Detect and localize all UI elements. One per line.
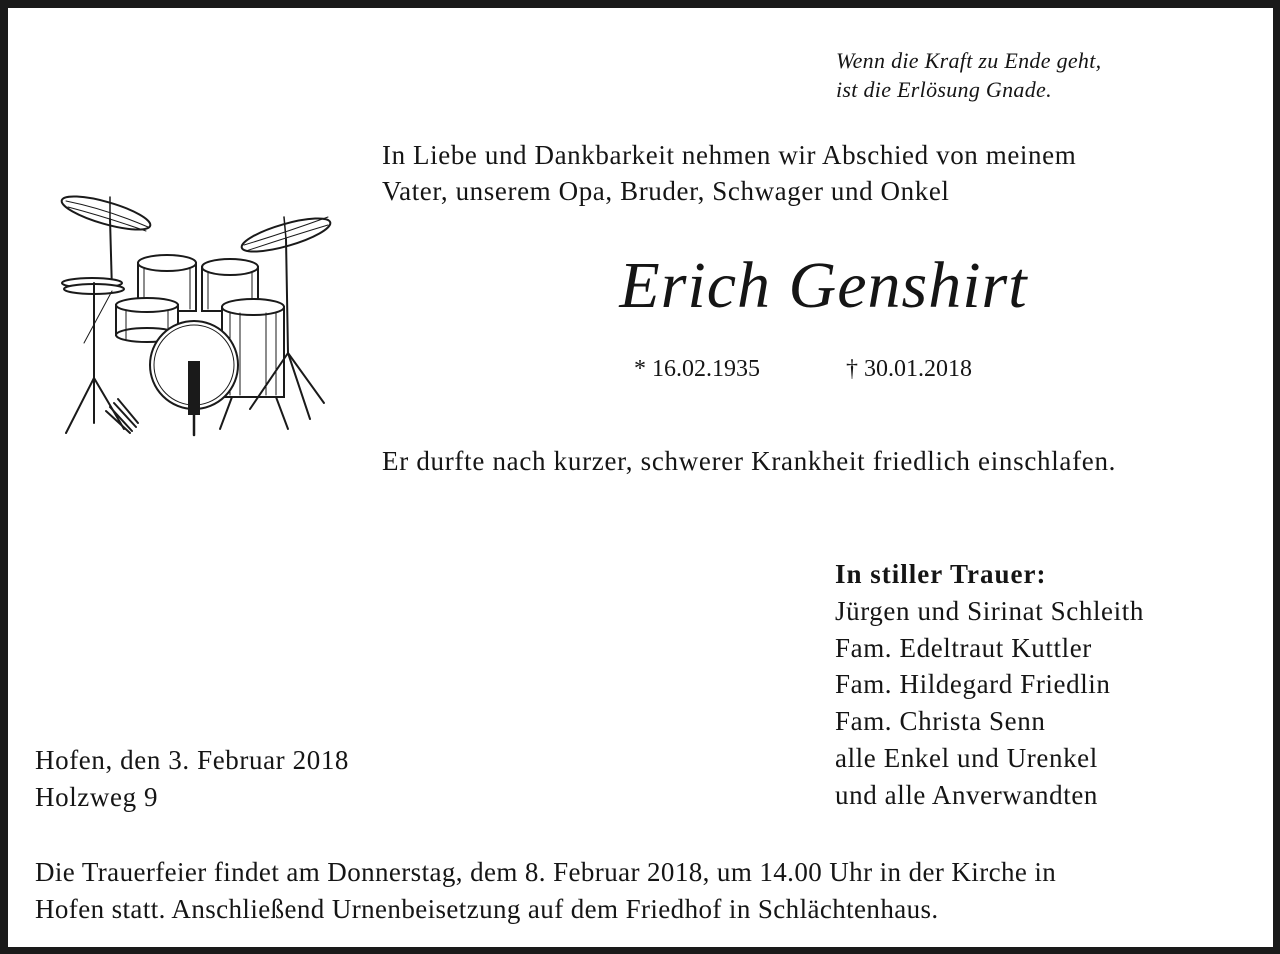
mourner-name: Fam. Hildegard Friedlin [835, 669, 1111, 700]
funeral-line-2: Hofen statt. Anschließend Urnenbeisetzung auf dem Friedhof in Schlächtenhaus. [35, 894, 939, 924]
motto-line-2: ist die Erlösung Gnade. [836, 77, 1052, 102]
place-and-date [35, 742, 349, 816]
intro-line-2: Vater, unserem Opa, Bruder, Schwager und Onkel [382, 176, 950, 206]
mourner-name: Fam. Edeltraut Kuttler [835, 632, 1092, 663]
motto [836, 46, 1101, 104]
remark-text: Er durfte nach kurzer, schwerer Krankheit friedlich einschlafen. [382, 446, 1117, 476]
place-date-line: Hofen, den 3. Februar 2018 [35, 745, 350, 775]
mourners-block [835, 556, 1144, 814]
funeral-line-1: Die Trauerfeier findet am Donnerstag, dem 8. Februar 2018, um 14.00 Uhr in der Kirche in [35, 857, 1057, 887]
funeral-announcement [35, 854, 1056, 928]
address-line: Holzweg 9 [35, 782, 159, 812]
birth-date: * 16.02.1935 [634, 356, 760, 382]
mourner-name: und alle Anverwandten [835, 779, 1099, 810]
mourner-name: Fam. Christa Senn [835, 706, 1046, 737]
intro-line-1: In Liebe und Dankbarkeit nehmen wir Abschied von meinem [382, 140, 1077, 170]
mourners-heading: In stiller Trauer: [835, 559, 1047, 589]
mourner-name: Jürgen und Sirinat Schleith [835, 595, 1144, 626]
deceased-name: Erich Genshirt [619, 249, 1028, 322]
death-date: † 30.01.2018 [846, 356, 972, 382]
intro-text [382, 137, 1076, 209]
mourner-name: alle Enkel und Urenkel [835, 742, 1098, 773]
motto-line-1: Wenn die Kraft zu Ende geht, [836, 48, 1102, 73]
